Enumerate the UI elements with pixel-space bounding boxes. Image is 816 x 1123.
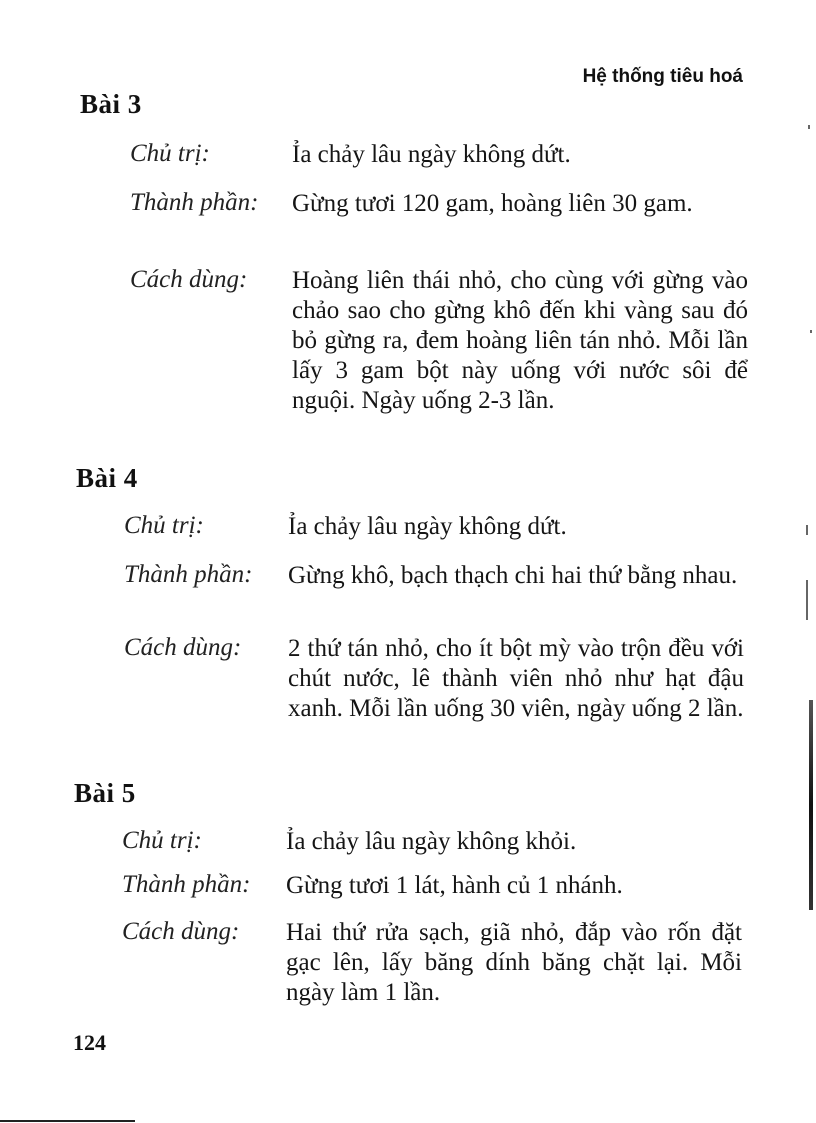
lesson-title-3: Bài 3 [80,89,142,119]
running-header: Hệ thống tiêu hoá [582,66,743,87]
page-number: 124 [73,1030,106,1055]
scan-edge-right [809,700,813,910]
indication-text: Ỉa chảy lâu ngày không dứt. [292,141,571,168]
lesson-title-5: Bài 5 [74,778,136,808]
usage-text: 2 thứ tán nhỏ, cho ít bột mỳ vào trộn đều với chút nước, lê thành viên nhỏ như hạt đậu xanh. Mỗi lần uống 30 viên, ngày uống 2 lần. [288,635,744,722]
indication-text: Ỉa chảy lâu ngày không khỏi. [286,828,577,855]
indication-label: Chủ trị: [124,512,204,539]
usage-label: Cách dùng: [122,918,240,945]
usage-text: Hoàng liên thái nhỏ, cho cùng với gừng vào chảo sao cho gừng khô đến khi vàng sau đó bỏ gừng ra, đem hoàng liên tán nhỏ. Mỗi lần lấy 3 gam bột này uống với nước sôi để nguội. Ngày uống 2-3 lần. [292,267,748,414]
usage-text: Hai thứ rửa sạch, giã nhỏ, đắp vào rốn đặt gạc lên, lấy băng dính băng chặt lại. Mỗi ngày làm 1 lần. [286,919,742,1006]
indication-text: Ỉa chảy lâu ngày không dứt. [288,513,567,540]
ingredients-label: Thành phần: [122,871,251,898]
scan-tick [808,125,810,129]
ingredients-label: Thành phần: [130,189,259,216]
usage-label: Cách dùng: [124,634,242,661]
ingredients-text: Gừng tươi 1 lát, hành củ 1 nhánh. [286,872,623,899]
indication-label: Chủ trị: [130,140,210,167]
scan-rule-bottom [0,1120,135,1122]
scan-tick [806,580,808,620]
lesson-title-4: Bài 4 [76,463,138,493]
scan-tick [806,525,808,535]
indication-label: Chủ trị: [122,827,202,854]
ingredients-text: Gừng tươi 120 gam, hoàng liên 30 gam. [292,190,693,217]
ingredients-text: Gừng khô, bạch thạch chi hai thứ bằng nhau. [288,562,738,589]
usage-label: Cách dùng: [130,266,248,293]
scan-tick [810,330,812,333]
ingredients-label: Thành phần: [124,561,253,588]
